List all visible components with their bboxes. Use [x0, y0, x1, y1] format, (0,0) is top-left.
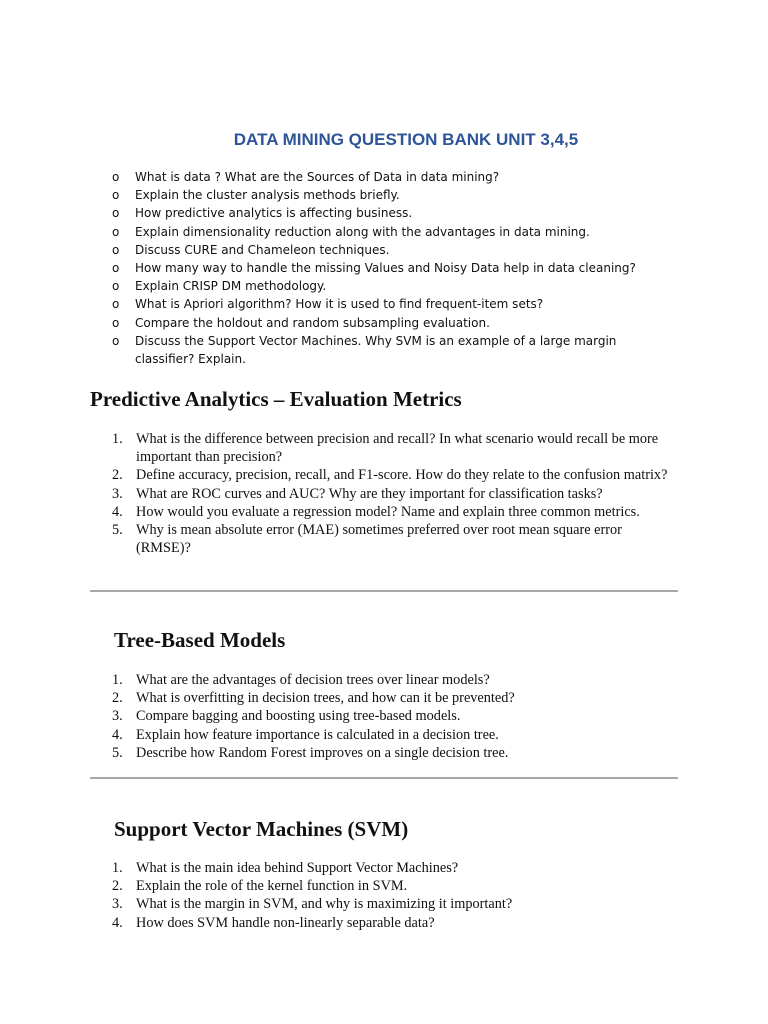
section-heading-svm: Support Vector Machines (SVM) [114, 817, 409, 841]
question-bullet-list [112, 168, 672, 368]
list-item [112, 521, 672, 557]
list-item-text: Define accuracy, precision, recall, and F1-score. How do they relate to the confusion matrix? [136, 467, 668, 484]
list-item-text: Discuss the Support Vector Machines. Why SVM is an example of a large margin classifier? Explain. [135, 333, 617, 367]
list-item [112, 168, 672, 186]
list-item [112, 430, 672, 466]
item-number: 2. [112, 690, 123, 707]
list-item-text: What are the advantages of decision trees over linear models? [136, 672, 490, 688]
list-item-text: How does SVM handle non-linearly separable data? [136, 914, 435, 931]
list-item [112, 689, 672, 707]
list-item-text: What is data ? What are the Sources of Data in data mining? [135, 170, 500, 184]
list-item-text: What is the margin in SVM, and why is maximizing it important? [136, 896, 513, 913]
list-item-text: What is the difference between precision and recall? In what scenario would recall be more important than precision? [136, 431, 659, 466]
evaluation-metrics-question-list [112, 430, 672, 557]
list-item [112, 466, 672, 484]
bullet-marker: o [112, 224, 120, 239]
bullet-marker: o [112, 315, 120, 330]
list-item [112, 332, 672, 368]
item-number: 2. [112, 878, 123, 895]
list-item-text: What is overfitting in decision trees, and how can it be prevented? [136, 690, 515, 707]
list-item [112, 914, 672, 932]
bullet-marker: o [112, 170, 120, 184]
horizontal-rule [90, 777, 678, 779]
list-item-text: Describe how Random Forest improves on a single decision tree. [136, 744, 509, 761]
list-item [112, 744, 672, 762]
list-item [112, 485, 672, 503]
item-number: 1. [112, 672, 123, 688]
list-item-text: How predictive analytics is affecting business. [135, 206, 413, 221]
list-item-text: Why is mean absolute error (MAE) sometimes preferred over root mean square error (RMSE)? [136, 522, 622, 557]
section-heading-tree-based-models: Tree-Based Models [114, 628, 286, 652]
bullet-marker: o [112, 261, 120, 276]
list-item [112, 204, 672, 222]
bullet-marker: o [112, 188, 120, 203]
item-number: 4. [112, 503, 123, 520]
item-number: 2. [112, 467, 123, 484]
list-item [112, 241, 672, 259]
list-item [112, 314, 672, 332]
item-number: 3. [112, 708, 123, 725]
list-item [112, 295, 672, 313]
list-item [112, 895, 672, 913]
list-item-text: Compare the holdout and random subsampling evaluation. [135, 315, 490, 330]
section-heading-evaluation-metrics: Predictive Analytics – Evaluation Metrics [90, 387, 462, 411]
svm-question-list [112, 859, 672, 932]
item-number: 3. [112, 485, 123, 502]
list-item-text: Discuss CURE and Chameleon techniques. [135, 242, 390, 257]
tree-based-models-question-list [112, 671, 672, 762]
list-item-text: Explain how feature importance is calculated in a decision tree. [136, 726, 499, 743]
list-item [112, 503, 672, 521]
list-item-text: What is Apriori algorithm? How it is used to find frequent-item sets? [135, 297, 544, 312]
item-number: 5. [112, 522, 123, 539]
document-title: DATA MINING QUESTION BANK UNIT 3,4,5 [233, 130, 579, 149]
item-number: 4. [112, 726, 123, 743]
list-item [112, 223, 672, 241]
list-item-text: How many way to handle the missing Values and Noisy Data help in data cleaning? [135, 261, 636, 276]
list-item [112, 726, 672, 744]
list-item [112, 707, 672, 725]
bullet-marker: o [112, 297, 120, 312]
list-item [112, 259, 672, 277]
item-number: 1. [112, 860, 123, 876]
list-item [112, 671, 672, 689]
item-number: 3. [112, 896, 123, 913]
list-item-text: Compare bagging and boosting using tree-based models. [136, 708, 461, 725]
bullet-marker: o [112, 206, 120, 221]
list-item [112, 186, 672, 204]
bullet-marker: o [112, 242, 120, 257]
list-item-text: Explain the role of the kernel function in SVM. [136, 878, 408, 895]
bullet-marker: o [112, 279, 120, 294]
list-item-text: Explain CRISP DM methodology. [135, 279, 327, 294]
item-number: 1. [112, 431, 123, 447]
bullet-marker: o [112, 333, 120, 348]
list-item-text: Explain the cluster analysis methods briefly. [135, 188, 400, 203]
list-item-text: Explain dimensionality reduction along with the advantages in data mining. [135, 224, 590, 239]
list-item-text: What is the main idea behind Support Vector Machines? [136, 860, 459, 876]
list-item [112, 859, 672, 877]
list-item [112, 877, 672, 895]
horizontal-rule [90, 590, 678, 592]
list-item-text: What are ROC curves and AUC? Why are they important for classification tasks? [136, 485, 603, 502]
list-item-text: How would you evaluate a regression model? Name and explain three common metrics. [136, 503, 640, 520]
item-number: 5. [112, 744, 123, 761]
list-item [112, 277, 672, 295]
item-number: 4. [112, 914, 123, 931]
